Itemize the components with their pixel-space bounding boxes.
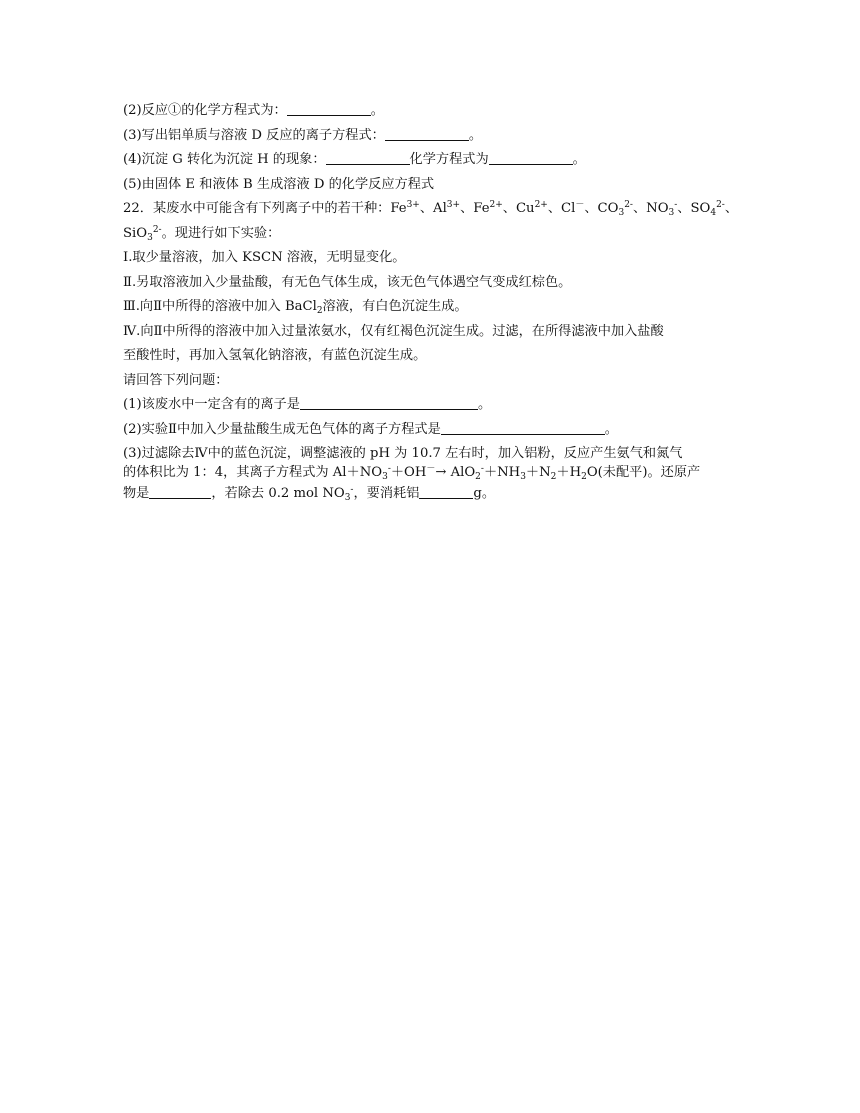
question-3-text-end: ，要消耗铝 — [353, 486, 420, 501]
q22-intro-line2 — [123, 222, 743, 247]
step-3-text-end: 溶液，有白色沉淀生成。 — [322, 299, 468, 314]
question-1-text: (1)该废水中一定含有的离子是 — [123, 397, 300, 412]
answer-blank[interactable] — [287, 100, 371, 116]
q21-part5-text: (5)由固体 E 和液体 B 生成溶液 D 的化学反应方程式 — [123, 176, 435, 192]
separator: 、 — [584, 201, 598, 216]
ion: Cl－ — [561, 200, 585, 216]
equation-part: ＋H — [556, 465, 582, 480]
ion: $Fe^{2+}$ — [473, 200, 503, 216]
subscript: 3 — [344, 493, 351, 503]
question-3-text-end: g。 — [473, 486, 496, 501]
separator: 、 — [724, 201, 739, 216]
separator: 、 — [632, 201, 647, 216]
q21-part5 — [123, 173, 743, 198]
experiment-step-4 — [123, 320, 743, 345]
superscript: - — [350, 485, 354, 495]
step-4-text: Ⅳ.向Ⅱ中所得的溶液中加入过量浓氨水，仅有红褐色沉淀生成。过滤，在所得滤液中加入盐酸 — [123, 323, 664, 339]
period: 。 — [477, 397, 492, 412]
q22-intro — [123, 197, 743, 222]
equation-part: 的体积比为 1：4，其离子方程式为 Al＋NO — [123, 465, 383, 480]
answer-blank[interactable] — [326, 149, 410, 165]
equation-part: ＋OH — [390, 465, 427, 480]
ion: $SO_4^{2-}$ — [690, 200, 725, 218]
q22-question-2 — [123, 418, 743, 443]
q22-question-3-line1 — [123, 445, 743, 463]
subscript: 3 — [382, 472, 388, 482]
separator: 、 — [460, 201, 474, 216]
q21-part4-text: (4)沉淀 G 转化为沉淀 H 的现象： — [123, 152, 326, 167]
step-2-text: Ⅱ.另取溶液加入少量盐酸，有无色气体生成，该无色气体遇空气变成红棕色。 — [123, 274, 572, 290]
separator: 、 — [677, 201, 691, 216]
q21-part2-text: (2)反应①的化学方程式为： — [123, 103, 287, 118]
question-2-text: (2)实验Ⅱ中加入少量盐酸生成无色气体的离子方程式是 — [123, 421, 441, 437]
answer-blank[interactable] — [419, 483, 473, 499]
experiment-step-4-cont — [123, 344, 743, 369]
separator: 、 — [419, 201, 434, 216]
q21-part2 — [123, 99, 743, 124]
subscript: 2 — [475, 472, 481, 482]
separator: 、 — [547, 201, 562, 216]
answer-blank[interactable] — [300, 394, 478, 410]
superscript: - — [387, 464, 391, 474]
answer-blank[interactable] — [385, 125, 469, 141]
ion: $Fe^{3+}$ — [390, 200, 420, 216]
q22-question-1 — [123, 393, 743, 418]
experiment-step-3 — [123, 295, 743, 320]
ion: $Al^{3+}$ — [433, 200, 461, 216]
ion-list — [390, 201, 738, 216]
ion: $Cu^{2+}$ — [515, 200, 548, 216]
equation-part: ＋N — [525, 465, 551, 480]
ion-sio3: SiO$_3^{2-}$ — [123, 224, 162, 243]
period: 。 — [370, 103, 384, 118]
subscript: 2 — [316, 306, 323, 316]
q22-question-3-line3 — [123, 483, 743, 504]
q21-part3 — [123, 124, 743, 149]
equation-part: → AlO — [435, 465, 476, 480]
question-3-text-end: ，若除去 0.2 mol NO — [211, 486, 345, 501]
q21-part3-text: (3)写出铝单质与溶液 D 反应的离子方程式： — [123, 127, 385, 143]
q21-part4-text2: 化学方程式为 — [409, 152, 489, 167]
period: 。 — [468, 127, 483, 143]
ion: $NO_3^-$ — [646, 200, 678, 218]
answer-blank[interactable] — [149, 483, 211, 499]
q22-question-3-line2 — [123, 463, 743, 483]
period: 。 — [572, 152, 586, 167]
period: 。 — [604, 421, 618, 437]
document-page — [123, 99, 743, 504]
separator: 、 — [502, 201, 516, 216]
experiment-step-1 — [123, 246, 743, 271]
q21-part4 — [123, 148, 743, 173]
answer-blank[interactable] — [489, 149, 573, 165]
question-3-text: (3)过滤除去Ⅳ中的蓝色沉淀，调整滤液的 pH 为 10.7 左右时，加入铝粉，反应产生氨气和氮气 — [123, 446, 683, 461]
superscript: - — [480, 464, 484, 474]
answer-blank[interactable] — [441, 419, 605, 435]
subscript: 2 — [550, 472, 557, 482]
question-3-text-end: 物是 — [123, 486, 150, 501]
equation-part: O(未配平)。还原产 — [586, 465, 701, 480]
questions-heading-text: 请回答下列问题： — [123, 372, 229, 388]
q22-intro-text: 22．某废水中可能含有下列离子中的若干种： — [123, 201, 391, 216]
subscript: 2 — [581, 472, 587, 482]
step-4-text-cont: 至酸性时，再加入氢氧化钠溶液，有蓝色沉淀生成。 — [123, 348, 427, 363]
step-1-text: Ⅰ.取少量溶液，加入 KSCN 溶液，无明显变化。 — [123, 250, 406, 265]
experiment-step-2 — [123, 271, 743, 296]
equation-part: ＋NH — [483, 465, 521, 480]
questions-heading — [123, 369, 743, 394]
q22-intro-tail: 。现进行如下实验： — [161, 225, 281, 241]
step-3-text: Ⅲ.向Ⅱ中所得的溶液中加入 BaCl — [123, 299, 317, 314]
subscript: 3 — [520, 472, 526, 482]
superscript: － — [426, 464, 436, 474]
ion: $CO_3^{2-}$ — [597, 200, 633, 218]
